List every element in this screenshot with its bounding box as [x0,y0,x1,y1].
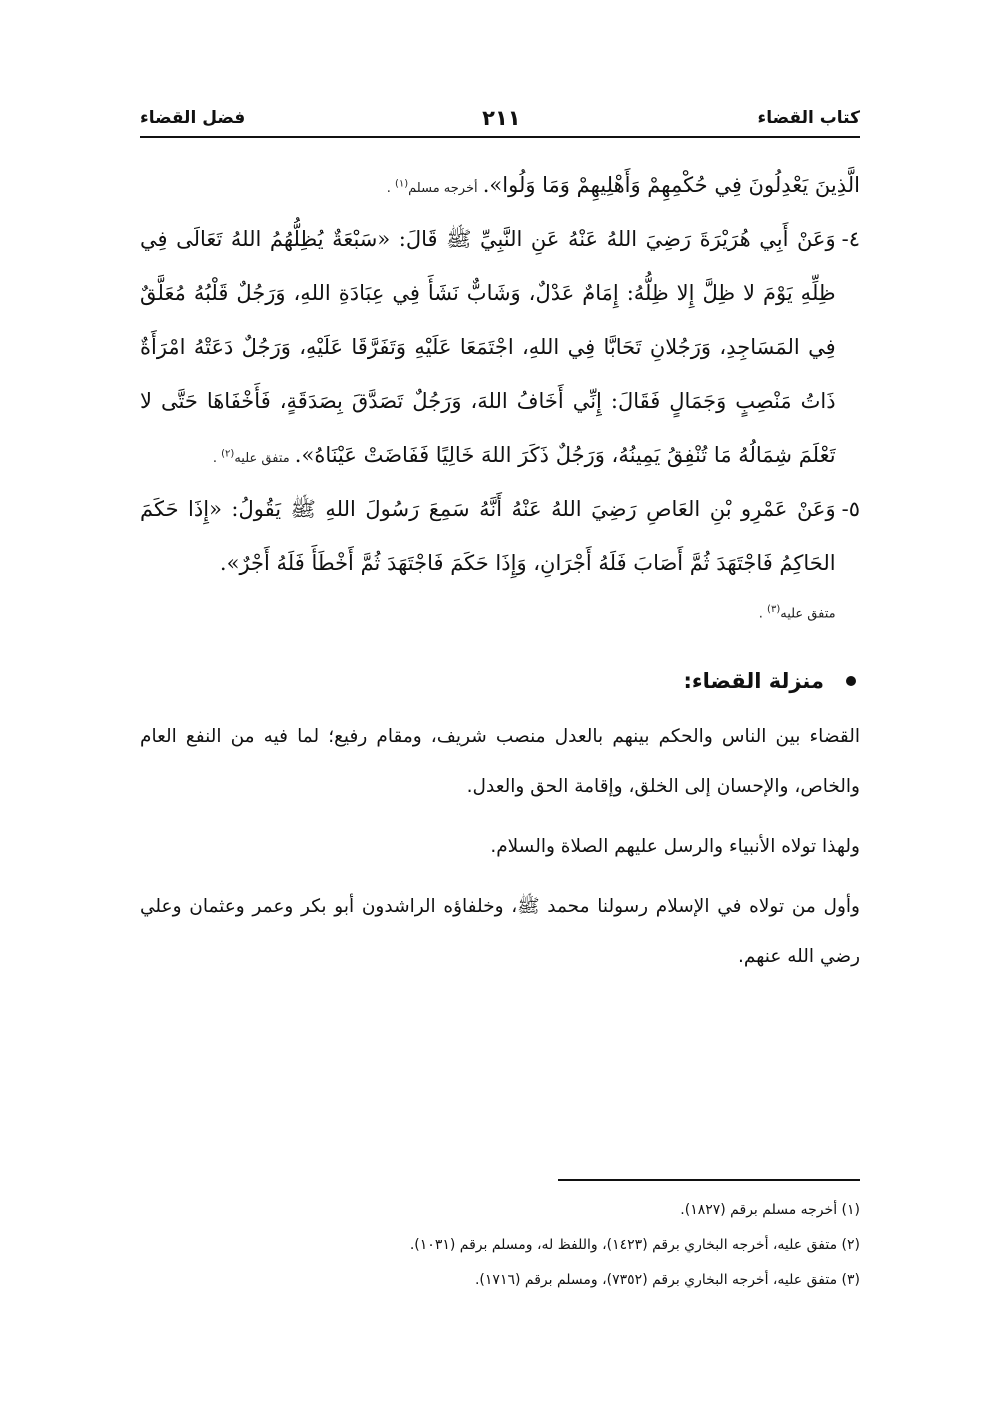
hadith-text: وَعَنْ عَمْرِو بْنِ العَاصِ رَضِيَ اللهُ عَنْهُ أَنَّهُ سَمِعَ رَسُولَ اللهِ ﷺ يَقُولُ: «إِذَا حَكَمَ الحَاكِمُ فَاجْتَهَدَ ثُمَّ أَصَابَ فَلَهُ أَجْرَانِ، وَإِذَا حَكَمَ فَاجْتَهَدَ ثُمَّ أَخْطَأَ فَلَهُ أَجْرٌ». [140,497,836,575]
footnote: (٣) متفق عليه، أخرجه البخاري برقم (٧٣٥٢)، ومسلم برقم (١٧١٦). [474,1272,860,1288]
footnote: (٢) متفق عليه، أخرجه البخاري برقم (١٤٢٣)، واللفظ له، ومسلم برقم (١٠٣١). [409,1237,860,1253]
footnote-marker: (٢) [221,448,235,460]
main-text [140,158,860,992]
footnote-marker: (٣) [767,604,781,615]
footnote-marker: (١) [394,178,409,190]
section-paragraph: ولهذا تولاه الأنبياء والرسل عليهم الصلاة والسلام. [490,836,860,858]
section-title-text: منزلة القضاء: [683,669,824,694]
hadith-source: متفق عليه$^{(٢)}$ . [212,448,290,466]
section-heading [140,656,860,706]
section-paragraph: القضاء بين الناس والحكم بينهم بالعدل منصب شريف، ومقام رفيع؛ لما فيه من النفع العام والخاص، والإحسان إلى الخلق، وإقامة الحق والعدل. [140,726,860,798]
continued-hadith-text: الَّذِينَ يَعْدِلُونَ فِي حُكْمِهِمْ وَأَهْلِيهِمْ وَمَا وَلُوا». [482,173,860,197]
hadith-number: ٥- [841,497,860,521]
hadith-source: متفق عليه$^{(٣)}$ . [758,604,836,622]
continuation-paragraph [140,158,860,212]
running-header [140,100,860,136]
section-paragraph: وأول من تولاه في الإسلام رسولنا محمد ﷺ، وخلفاؤه الراشدون أبو بكر وعمر وعثمان وعلي رضي الله عنهم. [140,896,860,968]
footnotes [140,1193,860,1298]
bullet-icon [846,676,856,686]
book-title: كتاب القضاء [757,108,860,128]
hadith-item [140,212,860,482]
hadith-text: وَعَنْ أَبِي هُرَيْرَةَ رَضِيَ اللهُ عَنْهُ عَنِ النَّبِيِّ ﷺ قَالَ: «سَبْعَةٌ يُظِلُّهُمُ اللهُ تَعَالَى فِي ظِلِّهِ يَوْمَ لا ظِلَّ إِلا ظِلُّهُ: إِمَامٌ عَدْلٌ، وَشَابٌّ نَشَأَ فِي عِبَادَةِ اللهِ، وَرَجُلٌ قَلْبُهُ مُعَلَّقٌ فِي المَسَاجِدِ، وَرَجُلانِ تَحَابَّا فِي اللهِ، اجْتَمَعَا عَلَيْهِ وَتَفَرَّقَا عَلَيْهِ، وَرَجُلٌ دَعَتْهُ امْرَأَةٌ ذَاتُ مَنْصِبٍ وَجَمَالٍ فَقَالَ: إِنِّي أَخَافُ اللهَ، وَرَجُلٌ تَصَدَّقَ بِصَدَقَةٍ، فَأَخْفَاهَا حَتَّى لا تَعْلَمَ شِمَالُهُ مَا تُنْفِقُ يَمِينُهُ، وَرَجُلٌ ذَكَرَ اللهَ خَالِيًا فَفَاضَتْ عَيْنَاهُ». [140,227,836,467]
footnote: (١) أخرجه مسلم برقم (١٨٢٧). [680,1202,860,1218]
header-rule [140,136,860,138]
hadith-number: ٤- [841,227,860,251]
chapter-title: فضل القضاء [140,108,246,128]
hadith-item [140,482,860,644]
page-number: ٢١١ [482,106,521,130]
footnote-separator [558,1179,860,1181]
hadith-source: أخرجه مسلم$^{(١)}$ . [386,178,478,196]
